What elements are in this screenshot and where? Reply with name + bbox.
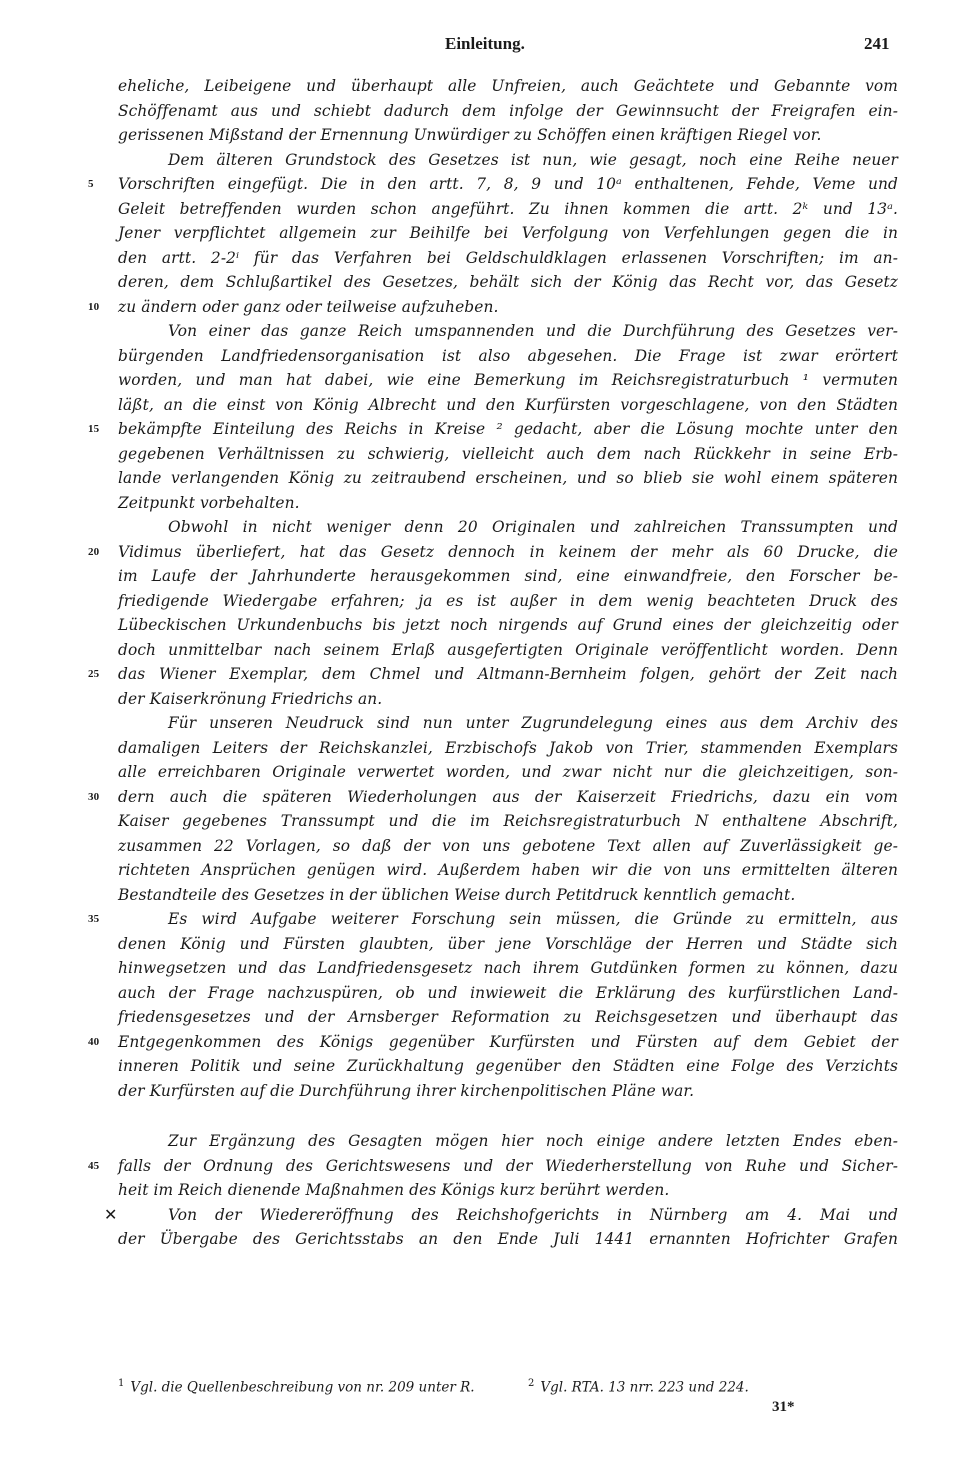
text-line	[88, 295, 898, 320]
margin-mark-icon: ✕	[104, 1204, 118, 1224]
line-text: Es wird Aufgabe weiterer Forschung sein müssen, die Gründe zu ermitteln, aus	[168, 910, 898, 928]
text-line	[118, 834, 898, 859]
line-text: deren, dem Schlußartikel des Gesetzes, behält sich der König das Recht vor, das Gesetz	[118, 273, 898, 291]
text-line	[88, 1154, 898, 1179]
page-header	[0, 34, 960, 60]
body-text	[88, 74, 898, 1252]
line-text: heit im Reich dienende Maßnahmen des Königs kurz berührt werden.	[118, 1181, 670, 1199]
line-text: Geleit betreffenden wurden schon angeführt. Zu ihnen kommen die artt. 2ᵏ und 13ᵃ.	[118, 199, 898, 218]
text-line	[118, 613, 898, 638]
text-line	[118, 270, 898, 295]
footnote-number: 1	[118, 1378, 125, 1389]
footnote-1	[118, 1378, 475, 1396]
text-line	[118, 393, 898, 418]
line-text: auch der Frage nachzuspüren, ob und inwieweit die Erklärung des kurfürstlichen Land-	[118, 983, 898, 1002]
line-number: 25	[88, 668, 100, 680]
text-line	[118, 1005, 898, 1030]
text-line	[118, 368, 898, 393]
text-line	[118, 148, 898, 173]
paragraph-gap	[118, 1103, 898, 1129]
text-line	[118, 736, 898, 761]
footnote-text: Vgl. die Quellenbeschreibung von nr. 209 unter R.	[130, 1379, 475, 1396]
text-line	[118, 491, 898, 516]
text-line	[104, 1203, 898, 1228]
line-text: der Kaiserkrönung Friedrichs an.	[118, 689, 383, 708]
line-text: der Kurfürsten auf die Durchführung ihrer kirchenpolitischen Pläne war.	[118, 1081, 695, 1100]
line-text: denen König und Fürsten glaubten, über jene Vorschläge der Herren und Städte sich	[118, 934, 898, 953]
line-text: Vidimus überliefert, hat das Gesetz dennoch in keinem der mehr als 60 Drucke, die	[118, 542, 898, 561]
text-line	[118, 858, 898, 883]
line-text: doch unmittelbar nach seinem Erlaß ausgefertigten Originale veröffentlicht worden. Denn	[118, 640, 898, 659]
line-text: zusammen 22 Vorlagen, so daß der von uns gebotene Text allen auf Zuverlässigkeit ge-	[118, 836, 898, 855]
text-line	[118, 197, 898, 222]
line-number: 30	[88, 790, 100, 803]
text-line	[118, 883, 898, 908]
line-text: Bestandteile des Gesetzes in der üblichen Weise durch Petitdruck kenntlich gemacht.	[118, 885, 796, 904]
line-text: worden, und man hat dabei, wie eine Bemerkung im Reichsregistraturbuch ¹ vermuten	[118, 371, 898, 389]
text-line	[118, 466, 898, 491]
text-line	[118, 638, 898, 663]
text-line	[118, 1079, 898, 1104]
line-text: lande verlangenden König zu zeitraubend erscheinen, und so blieb sie wohl einem späteren	[118, 469, 898, 487]
line-number: 10	[88, 300, 100, 313]
line-number: 35	[88, 913, 100, 925]
text-line	[88, 785, 898, 810]
text-line	[118, 1178, 898, 1203]
line-text: inneren Politik und seine Zurückhaltung gegenüber den Städten eine Folge des Verzichts	[118, 1057, 898, 1075]
text-line	[118, 711, 898, 736]
line-text: dern auch die späteren Wiederholungen aus der Kaiserzeit Friedrichs, dazu ein vom	[118, 787, 898, 806]
text-line	[118, 760, 898, 785]
line-text: den artt. 2-2ⁱ für das Verfahren bei Geldschuldklagen erlassenen Vorschriften; im an-	[118, 248, 898, 267]
line-text: gerissenen Mißstand der Ernennung Unwürdiger zu Schöffen einen kräftigen Riegel vor.	[118, 126, 822, 144]
line-number: 40	[88, 1035, 100, 1048]
line-text: Schöffenamt aus und schiebt dadurch dem infolge der Gewinnsucht der Freigrafen ein-	[118, 101, 898, 120]
line-text: Zeitpunkt vorbehalten.	[118, 493, 300, 512]
text-line	[118, 221, 898, 246]
line-text: Zur Ergänzung des Gesagten mögen hier noch einige andere letzten Endes eben-	[168, 1132, 898, 1150]
line-text: Lübeckischen Urkundenbuchs bis jetzt noch nirgends auf Grund eines der gleichzeitig oder	[118, 616, 898, 634]
line-number: 15	[88, 423, 100, 435]
text-line	[118, 564, 898, 589]
text-line	[118, 1129, 898, 1154]
text-line	[118, 1227, 898, 1252]
page-number: 241	[864, 34, 890, 53]
text-line	[118, 99, 898, 124]
line-text: Von einer das ganze Reich umspannenden und die Durchführung des Gesetzes ver-	[168, 322, 898, 340]
text-line	[88, 662, 898, 687]
line-text: das Wiener Exemplar, dem Chmel und Altmann-Bernheim folgen, gehört der Zeit nach	[118, 665, 898, 683]
line-text: Obwohl in nicht weniger denn 20 Originalen und zahlreichen Transsumpten und	[168, 518, 898, 536]
text-line	[118, 809, 898, 834]
line-text: gegebenen Verhältnissen zu schwierig, vielleicht auch dem nach Rückkehr in seine Erb-	[118, 444, 898, 463]
line-text: falls der Ordnung des Gerichtswesens und der Wiederherstellung von Ruhe und Sicher-	[118, 1156, 898, 1175]
text-line	[88, 172, 898, 197]
line-text: hinwegsetzen und das Landfriedensgesetz nach ihrem Gutdünken formen zu können, dazu	[118, 959, 898, 977]
line-number: 5	[88, 178, 94, 190]
text-line	[118, 246, 898, 271]
line-text: Vorschriften eingefügt. Die in den artt. 7, 8, 9 und 10ᵃ enthaltenen, Fehde, Veme und	[118, 175, 898, 193]
line-text: im Laufe der Jahrhunderte herausgekommen sind, eine einwandfreie, den Forscher be-	[118, 567, 898, 585]
line-text: Für unseren Neudruck sind nun unter Zugrundelegung eines aus dem Archiv des	[168, 714, 898, 732]
text-line	[118, 589, 898, 614]
line-text: richteten Ansprüchen genügen wird. Außerdem haben wir die von uns ermittelten älteren	[118, 861, 898, 879]
text-line	[88, 540, 898, 565]
line-text: alle erreichbaren Originale verwertet worden, und zwar nicht nur die gleichzeitigen, son-	[118, 763, 898, 781]
text-line	[118, 344, 898, 369]
running-title: Einleitung.	[445, 34, 525, 53]
text-line	[118, 981, 898, 1006]
line-number: 20	[88, 545, 100, 558]
line-text: zu ändern oder ganz oder teilweise aufzuheben.	[118, 297, 499, 316]
footnote-2	[528, 1378, 749, 1396]
line-text: der Übergabe des Gerichtsstabs an den Ende Juli 1441 ernannten Hofrichter Grafen	[118, 1230, 898, 1248]
line-number: 45	[88, 1159, 100, 1172]
text-line	[118, 74, 898, 99]
line-text: Von der Wiedereröffnung des Reichshofgerichts in Nürnberg am 4. Mai und	[168, 1205, 898, 1224]
text-line	[88, 1030, 898, 1055]
text-line	[118, 515, 898, 540]
sheet-signature: 31*	[772, 1399, 795, 1415]
text-line	[88, 907, 898, 932]
line-text: damaligen Leiters der Reichskanzlei, Erzbischofs Jakob von Trier, stammenden Exemplars	[118, 738, 898, 757]
text-line	[118, 687, 898, 712]
text-line	[88, 417, 898, 442]
text-line	[118, 1054, 898, 1079]
text-line	[118, 319, 898, 344]
text-line	[118, 123, 898, 148]
text-line	[118, 932, 898, 957]
line-text: läßt, an die einst von König Albrecht und den Kurfürsten vorgeschlagene, von den Städten	[118, 395, 898, 414]
line-text: bekämpfte Einteilung des Reichs in Kreise ² gedacht, aber die Lösung mochte unter den	[118, 420, 898, 438]
text-line	[118, 956, 898, 981]
line-text: friedensgesetzes und der Arnsberger Reformation zu Reichsgesetzen und überhaupt das	[118, 1008, 898, 1026]
line-text: eheliche, Leibeigene und überhaupt alle Unfreien, auch Geächtete und Gebannte vom	[118, 77, 898, 95]
line-text: Entgegenkommen des Königs gegenüber Kurfürsten und Fürsten auf dem Gebiet der	[118, 1032, 898, 1051]
line-text: Kaiser gegebenes Transsumpt und die im Reichsregistraturbuch N enthaltene Abschrift,	[118, 812, 898, 830]
line-text: Dem älteren Grundstock des Gesetzes ist nun, wie gesagt, noch eine Reihe neuer	[168, 150, 898, 169]
footnote-number: 2	[528, 1378, 535, 1389]
footnote-text: Vgl. RTA. 13 nrr. 223 und 224.	[540, 1379, 749, 1396]
text-line	[118, 442, 898, 467]
line-text: bürgenden Landfriedensorganisation ist also abgesehen. Die Frage ist zwar erörtert	[118, 346, 898, 365]
line-text: friedigende Wiedergabe erfahren; ja es ist außer in dem wenig beachteten Druck des	[118, 591, 898, 610]
line-text: Jener verpflichtet allgemein zur Beihilfe bei Verfolgung von Verfehlungen gegen die in	[118, 224, 898, 242]
